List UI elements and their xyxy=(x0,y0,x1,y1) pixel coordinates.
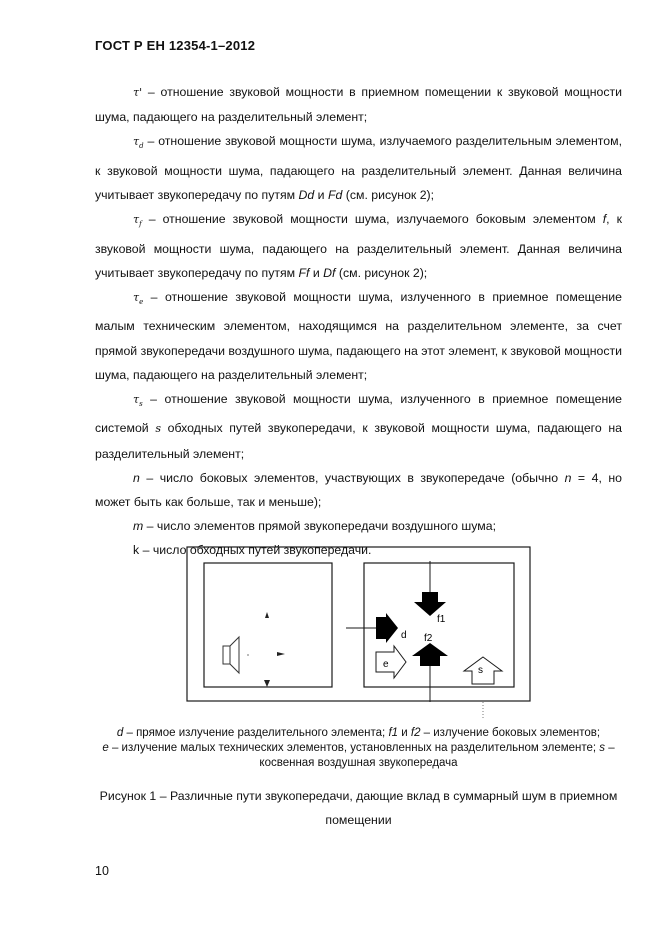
symbol: τ' xyxy=(133,86,143,99)
indirect-arrow-s xyxy=(464,657,502,684)
symbol: $\tau_d$ xyxy=(133,135,144,151)
label-s: s xyxy=(478,665,483,676)
paragraph-m: m – число элементов прямой звукопередачи воздушного шума; xyxy=(133,519,496,534)
direct-arrow xyxy=(376,613,398,643)
body-text xyxy=(95,80,622,563)
label-d: d xyxy=(401,630,407,641)
flanking-arrow-f1 xyxy=(414,592,446,616)
symbol: $\tau_e$ xyxy=(133,291,144,307)
loudspeaker-icon xyxy=(223,637,239,673)
source-room xyxy=(204,563,332,687)
symbol: $\tau_s$ xyxy=(133,393,143,409)
label-e: e xyxy=(383,659,389,670)
paragraph-tau-e: $\tau_e$ – отношение звуковой мощности шума, излученного в приемное помещение малым техническим элементом, находящимся на разделительном элементе, за счет прямой звукопередачи воздушного шума, падающего на этот элемент, к звуковой мощности шума, падающего на разделительный элемент; xyxy=(95,290,622,382)
symbol: $\tau_f$ xyxy=(133,213,142,229)
paragraph-tau-prime: τ' – отношение звуковой мощности в приемном помещении к звуковой мощности шума, падающего на разделительный элемент; xyxy=(95,85,622,125)
document-header: ГОСТ Р ЕН 12354-1–2012 xyxy=(95,38,256,53)
paragraph-tau-d: $\tau_d$ – отношение звуковой мощности шума, излучаемого разделительным элементом, к звуковой мощности шума, падающего на разделительный элемент. Данная величина учитывает звукопередачу по путям Dd и Fd (см. рисунок 2); xyxy=(95,134,622,202)
label-f1: f1 xyxy=(437,614,446,625)
paragraph-n: n – число боковых элементов, участвующих в звукопередаче (обычно n = 4, но может быть как больше, так и меньше); xyxy=(95,470,622,509)
paragraph-tau-s: $\tau_s$ – отношение звуковой мощности шума, излученного в приемное помещение системой s обходных путей звукопередачи, к звуковой мощности шума, падающего на разделительный элемент; xyxy=(95,392,622,461)
sound-rays xyxy=(264,612,285,687)
flanking-arrow-f2 xyxy=(412,643,448,666)
label-f2: f2 xyxy=(424,633,433,644)
paragraph-k: k – число обходных путей звукопередачи. xyxy=(133,543,372,558)
element-arrow-e xyxy=(376,646,406,678)
figure-title: Рисунок 1 – Различные пути звукопередачи, дающие вклад в суммарный шум в приемном помещении xyxy=(99,789,618,827)
page-number: 10 xyxy=(95,864,109,878)
sound-paths-figure xyxy=(186,546,532,720)
figure-legend: d – прямое излучение разделительного элемента; f1 и f2 – излучение боковых элементов; e – излучение малых технических элементов, установленных на разделительном элементе; s – косвенная воздушная звукопередача xyxy=(102,727,615,769)
paragraph-tau-f: $\tau_f$ – отношение звуковой мощности шума, излучаемого боковым элементом f, к звуковой мощности шума, падающего на разделительный элемент. Данная величина учитывает звукопередачу по путям Ff и Df (см. рисунок 2); xyxy=(95,212,623,280)
